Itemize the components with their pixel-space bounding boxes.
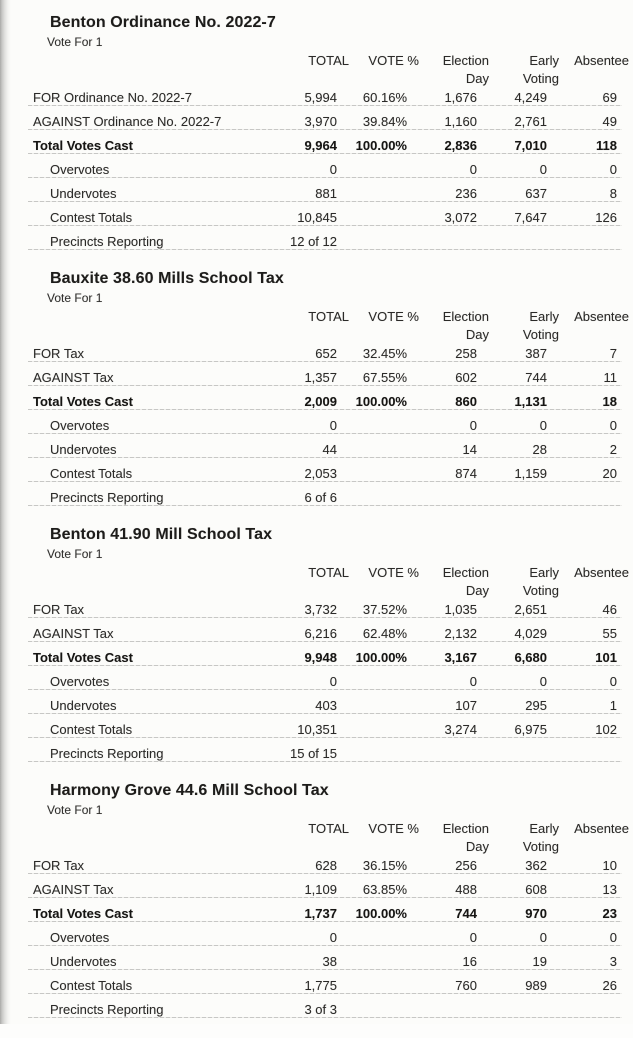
cell-total: 3,970 [304, 114, 337, 129]
table-row [33, 464, 629, 488]
row-label: Total Votes Cast [33, 138, 133, 153]
column-header-line1: Election [442, 309, 489, 324]
table-row [33, 648, 629, 672]
report-body [33, 14, 629, 1038]
cell-election-day: 236 [455, 186, 477, 201]
cell-total: 10,845 [297, 210, 337, 225]
table-row [33, 160, 629, 184]
cell-total: 6,216 [304, 626, 337, 641]
cell-early-voting: 2,651 [514, 602, 547, 617]
table-row [33, 672, 629, 696]
row-label: AGAINST Tax [33, 370, 114, 385]
cell-absentee: 118 [596, 138, 617, 153]
cell-absentee: 46 [602, 602, 617, 617]
cell-election-day: 488 [455, 882, 477, 897]
table-row [33, 720, 629, 744]
cell-early-voting: 19 [532, 954, 547, 969]
column-header-election-day [419, 564, 489, 600]
cell-election-day: 1,160 [444, 114, 477, 129]
column-header-line1: Absentee [574, 565, 629, 580]
cell-absentee: 8 [609, 186, 617, 201]
cell-early-voting: 7,647 [514, 210, 547, 225]
cell-vote-pct [349, 952, 419, 976]
cell-election-day: 744 [455, 906, 477, 921]
cell-election-day [419, 1000, 489, 1024]
cell-vote-pct: 62.48% [362, 626, 407, 641]
cell-total: 9,948 [304, 650, 337, 665]
contest-rows [33, 856, 629, 1024]
column-header-election-day [419, 52, 489, 88]
cell-vote-pct: 39.84% [362, 114, 407, 129]
cell-election-day: 3,072 [444, 210, 477, 225]
column-header-election-day [419, 820, 489, 856]
column-header-line1: Absentee [574, 309, 629, 324]
header-spacer [33, 820, 279, 856]
column-header-total [279, 308, 349, 344]
row-label: AGAINST Tax [33, 626, 114, 641]
cell-early-voting: 2,761 [514, 114, 547, 129]
cell-absentee [559, 232, 629, 256]
table-row [33, 88, 629, 112]
row-label: Contest Totals [50, 978, 133, 993]
column-header-line1: Absentee [574, 53, 629, 68]
cell-absentee: 0 [609, 162, 617, 177]
cell-election-day: 258 [455, 346, 477, 361]
column-header-line1: Early [529, 53, 559, 68]
cell-election-day: 0 [469, 930, 477, 945]
contest-title: Harmony Grove 44.6 Mill School Tax [50, 782, 329, 799]
cell-early-voting [489, 1000, 559, 1024]
cell-vote-pct [349, 440, 419, 464]
column-header-early-voting [489, 564, 559, 600]
table-row [33, 856, 629, 880]
table-row [33, 976, 629, 1000]
cell-total: 1,109 [304, 882, 337, 897]
cell-total: 0 [329, 930, 337, 945]
contest-title: Benton 41.90 Mill School Tax [50, 526, 273, 543]
cell-vote-pct [349, 184, 419, 208]
cell-election-day: 256 [455, 858, 477, 873]
header-row [33, 308, 629, 344]
column-header-line1: Election [442, 53, 489, 68]
cell-vote-pct [349, 928, 419, 952]
cell-absentee: 102 [595, 722, 617, 737]
cell-total: 0 [329, 162, 337, 177]
table-row [33, 440, 629, 464]
cell-early-voting: 362 [525, 858, 547, 873]
cell-election-day: 3,167 [444, 650, 477, 665]
cell-total: 1,737 [304, 906, 337, 921]
cell-election-day: 2,836 [444, 138, 477, 153]
cell-election-day: 0 [469, 674, 477, 689]
header-spacer [33, 308, 279, 344]
table-row [33, 232, 629, 256]
header-row [33, 52, 629, 88]
cell-early-voting: 0 [539, 930, 547, 945]
cell-absentee: 2 [609, 442, 617, 457]
cell-vote-pct: 63.85% [362, 882, 407, 897]
table-row [33, 880, 629, 904]
row-label: Undervotes [50, 186, 117, 201]
cell-early-voting: 637 [525, 186, 547, 201]
cell-election-day: 1,676 [444, 90, 477, 105]
table-row [33, 904, 629, 928]
row-label: FOR Tax [33, 858, 85, 873]
table-row [33, 112, 629, 136]
cell-vote-pct [349, 696, 419, 720]
cell-absentee: 126 [595, 210, 617, 225]
cell-vote-pct [349, 720, 419, 744]
cell-early-voting: 28 [532, 442, 547, 457]
table-row [33, 184, 629, 208]
cell-vote-pct: 100.00% [355, 906, 407, 921]
cell-total: 5,994 [304, 90, 337, 105]
cell-absentee: 0 [609, 930, 617, 945]
row-label: Contest Totals [50, 210, 133, 225]
cell-vote-pct [349, 208, 419, 232]
cell-election-day: 3,274 [444, 722, 477, 737]
header-spacer [33, 52, 279, 88]
column-header-line1: Early [529, 565, 559, 580]
contest-subtitle: Vote For 1 [47, 547, 103, 561]
column-header-line1: Election [442, 565, 489, 580]
table-row [33, 416, 629, 440]
column-header-line1: TOTAL [308, 821, 349, 836]
cell-early-voting: 7,010 [514, 138, 547, 153]
cell-early-voting: 4,029 [514, 626, 547, 641]
column-header-line1: Absentee [574, 821, 629, 836]
scan-edge-shadow [0, 0, 11, 1024]
cell-total: 0 [329, 674, 337, 689]
cell-absentee: 55 [602, 626, 617, 641]
cell-early-voting: 970 [525, 906, 547, 921]
row-label: Total Votes Cast [33, 650, 133, 665]
contest-section [33, 14, 629, 270]
cell-vote-pct: 60.16% [362, 90, 407, 105]
cell-absentee: 7 [609, 346, 617, 361]
column-header-line1: VOTE % [368, 53, 419, 68]
column-header-total [279, 564, 349, 600]
cell-election-day: 760 [455, 978, 477, 993]
row-label: Overvotes [50, 162, 110, 177]
row-label: Precincts Reporting [50, 234, 164, 249]
row-label: Undervotes [50, 442, 117, 457]
cell-total: 1,775 [304, 978, 337, 993]
table-row [33, 392, 629, 416]
row-label: FOR Ordinance No. 2022-7 [33, 90, 192, 105]
row-label: Precincts Reporting [50, 746, 164, 761]
cell-absentee: 1 [609, 698, 617, 713]
cell-total: 652 [315, 346, 337, 361]
table-row [33, 744, 629, 768]
cell-absentee: 10 [602, 858, 617, 873]
column-header-total [279, 52, 349, 88]
table-row [33, 600, 629, 624]
column-header-total [279, 820, 349, 856]
row-label: Undervotes [50, 954, 117, 969]
cell-early-voting: 608 [525, 882, 547, 897]
cell-total: 2,053 [304, 466, 337, 481]
column-header-line1: TOTAL [308, 53, 349, 68]
cell-vote-pct: 32.45% [362, 346, 407, 361]
cell-total: 12 of 12 [290, 234, 337, 249]
row-label: Undervotes [50, 698, 117, 713]
cell-early-voting [489, 744, 559, 768]
cell-early-voting: 1,131 [514, 394, 547, 409]
cell-total: 6 of 6 [304, 490, 337, 505]
cell-absentee: 69 [602, 90, 617, 105]
cell-election-day: 107 [455, 698, 477, 713]
column-header-election-day [419, 308, 489, 344]
cell-early-voting: 387 [525, 346, 547, 361]
cell-vote-pct: 100.00% [355, 650, 407, 665]
cell-vote-pct [349, 232, 419, 256]
cell-total: 881 [315, 186, 337, 201]
cell-election-day: 0 [469, 162, 477, 177]
cell-total: 9,964 [304, 138, 337, 153]
cell-early-voting [489, 232, 559, 256]
column-header-absentee [559, 52, 629, 88]
contest-title: Bauxite 38.60 Mills School Tax [50, 270, 284, 287]
cell-early-voting: 989 [525, 978, 547, 993]
cell-absentee: 18 [602, 394, 617, 409]
cell-vote-pct [349, 464, 419, 488]
cell-early-voting: 0 [539, 162, 547, 177]
cell-total: 44 [322, 442, 337, 457]
cell-early-voting [489, 488, 559, 512]
cell-absentee: 13 [602, 882, 617, 897]
table-row [33, 488, 629, 512]
header-row [33, 564, 629, 600]
cell-vote-pct: 100.00% [355, 394, 407, 409]
cell-early-voting: 744 [525, 370, 547, 385]
cell-absentee [559, 1000, 629, 1024]
cell-total: 2,009 [304, 394, 337, 409]
column-header-early-voting [489, 820, 559, 856]
cell-early-voting: 6,975 [514, 722, 547, 737]
table-row [33, 136, 629, 160]
row-label: Total Votes Cast [33, 906, 133, 921]
cell-absentee: 23 [602, 906, 617, 921]
row-label: AGAINST Tax [33, 882, 114, 897]
cell-early-voting: 1,159 [514, 466, 547, 481]
column-header-line2: Day [465, 583, 489, 598]
cell-vote-pct: 36.15% [362, 858, 407, 873]
table-row [33, 208, 629, 232]
cell-absentee: 11 [603, 370, 617, 385]
cell-absentee [559, 488, 629, 512]
contest-section [33, 270, 629, 526]
row-label: Precincts Reporting [50, 490, 164, 505]
row-label: Contest Totals [50, 722, 133, 737]
cell-absentee [559, 744, 629, 768]
column-header-line2: Day [465, 71, 489, 86]
contest-title: Benton Ordinance No. 2022-7 [50, 14, 276, 31]
column-header-absentee [559, 564, 629, 600]
column-header-line1: VOTE % [368, 565, 419, 580]
cell-vote-pct [349, 672, 419, 696]
cell-early-voting: 295 [525, 698, 547, 713]
cell-absentee: 3 [609, 954, 617, 969]
column-header-line2: Day [465, 327, 489, 342]
cell-early-voting: 6,680 [514, 650, 547, 665]
column-header-vote-pct [349, 564, 419, 600]
cell-election-day: 2,132 [444, 626, 477, 641]
header-row [33, 820, 629, 856]
column-header-line1: Early [529, 309, 559, 324]
cell-vote-pct [349, 976, 419, 1000]
row-label: Overvotes [50, 674, 110, 689]
contest-section [33, 782, 629, 1038]
contest-rows [33, 344, 629, 512]
table-row [33, 928, 629, 952]
cell-total: 38 [322, 954, 337, 969]
column-header-line1: VOTE % [368, 309, 419, 324]
cell-election-day: 874 [455, 466, 477, 481]
cell-election-day: 602 [455, 370, 477, 385]
column-header-line1: Election [442, 821, 489, 836]
cell-vote-pct: 37.52% [362, 602, 407, 617]
cell-vote-pct: 67.55% [362, 370, 407, 385]
contest-rows [33, 600, 629, 768]
column-header-vote-pct [349, 820, 419, 856]
row-label: Total Votes Cast [33, 394, 133, 409]
column-header-absentee [559, 308, 629, 344]
cell-total: 1,357 [304, 370, 337, 385]
cell-vote-pct [349, 488, 419, 512]
cell-election-day: 16 [462, 954, 477, 969]
cell-election-day [419, 744, 489, 768]
column-header-line2: Voting [522, 71, 559, 86]
cell-absentee: 101 [595, 650, 617, 665]
cell-total: 0 [329, 418, 337, 433]
cell-election-day: 14 [462, 442, 477, 457]
table-row [33, 1000, 629, 1024]
row-label: FOR Tax [33, 346, 85, 361]
column-header-line1: Early [529, 821, 559, 836]
cell-total: 3 of 3 [304, 1002, 337, 1017]
column-header-line1: TOTAL [308, 309, 349, 324]
contest-rows [33, 88, 629, 256]
cell-vote-pct [349, 744, 419, 768]
row-label: AGAINST Ordinance No. 2022-7 [33, 114, 222, 129]
cell-election-day [419, 488, 489, 512]
header-spacer [33, 564, 279, 600]
cell-early-voting: 4,249 [514, 90, 547, 105]
row-label: Contest Totals [50, 466, 133, 481]
cell-early-voting: 0 [539, 674, 547, 689]
column-header-line1: VOTE % [368, 821, 419, 836]
contest-section [33, 526, 629, 782]
contest-subtitle: Vote For 1 [47, 291, 103, 305]
table-row [33, 368, 629, 392]
cell-election-day: 860 [455, 394, 477, 409]
table-row [33, 624, 629, 648]
cell-vote-pct [349, 1000, 419, 1024]
cell-election-day: 0 [469, 418, 477, 433]
cell-absentee: 0 [609, 674, 617, 689]
row-label: Overvotes [50, 930, 110, 945]
table-row [33, 344, 629, 368]
contest-subtitle: Vote For 1 [47, 35, 103, 49]
column-header-early-voting [489, 52, 559, 88]
cell-total: 3,732 [304, 602, 337, 617]
cell-total: 10,351 [297, 722, 337, 737]
cell-election-day: 1,035 [444, 602, 477, 617]
column-header-line2: Voting [522, 839, 559, 854]
cell-total: 628 [315, 858, 337, 873]
contest-subtitle: Vote For 1 [47, 803, 103, 817]
column-header-vote-pct [349, 308, 419, 344]
column-header-line2: Day [465, 839, 489, 854]
column-header-early-voting [489, 308, 559, 344]
row-label: Overvotes [50, 418, 110, 433]
column-header-absentee [559, 820, 629, 856]
cell-total: 15 of 15 [290, 746, 337, 761]
column-header-line2: Voting [522, 327, 559, 342]
cell-election-day [419, 232, 489, 256]
row-label: FOR Tax [33, 602, 85, 617]
cell-vote-pct [349, 160, 419, 184]
row-label: Precincts Reporting [50, 1002, 164, 1017]
column-header-line2: Voting [522, 583, 559, 598]
cell-absentee: 49 [602, 114, 617, 129]
cell-absentee: 20 [602, 466, 617, 481]
cell-vote-pct: 100.00% [355, 138, 407, 153]
cell-absentee: 0 [609, 418, 617, 433]
cell-vote-pct [349, 416, 419, 440]
cell-early-voting: 0 [539, 418, 547, 433]
column-header-line1: TOTAL [308, 565, 349, 580]
cell-total: 403 [315, 698, 337, 713]
cell-absentee: 26 [602, 978, 617, 993]
table-row [33, 696, 629, 720]
table-row [33, 952, 629, 976]
column-header-vote-pct [349, 52, 419, 88]
